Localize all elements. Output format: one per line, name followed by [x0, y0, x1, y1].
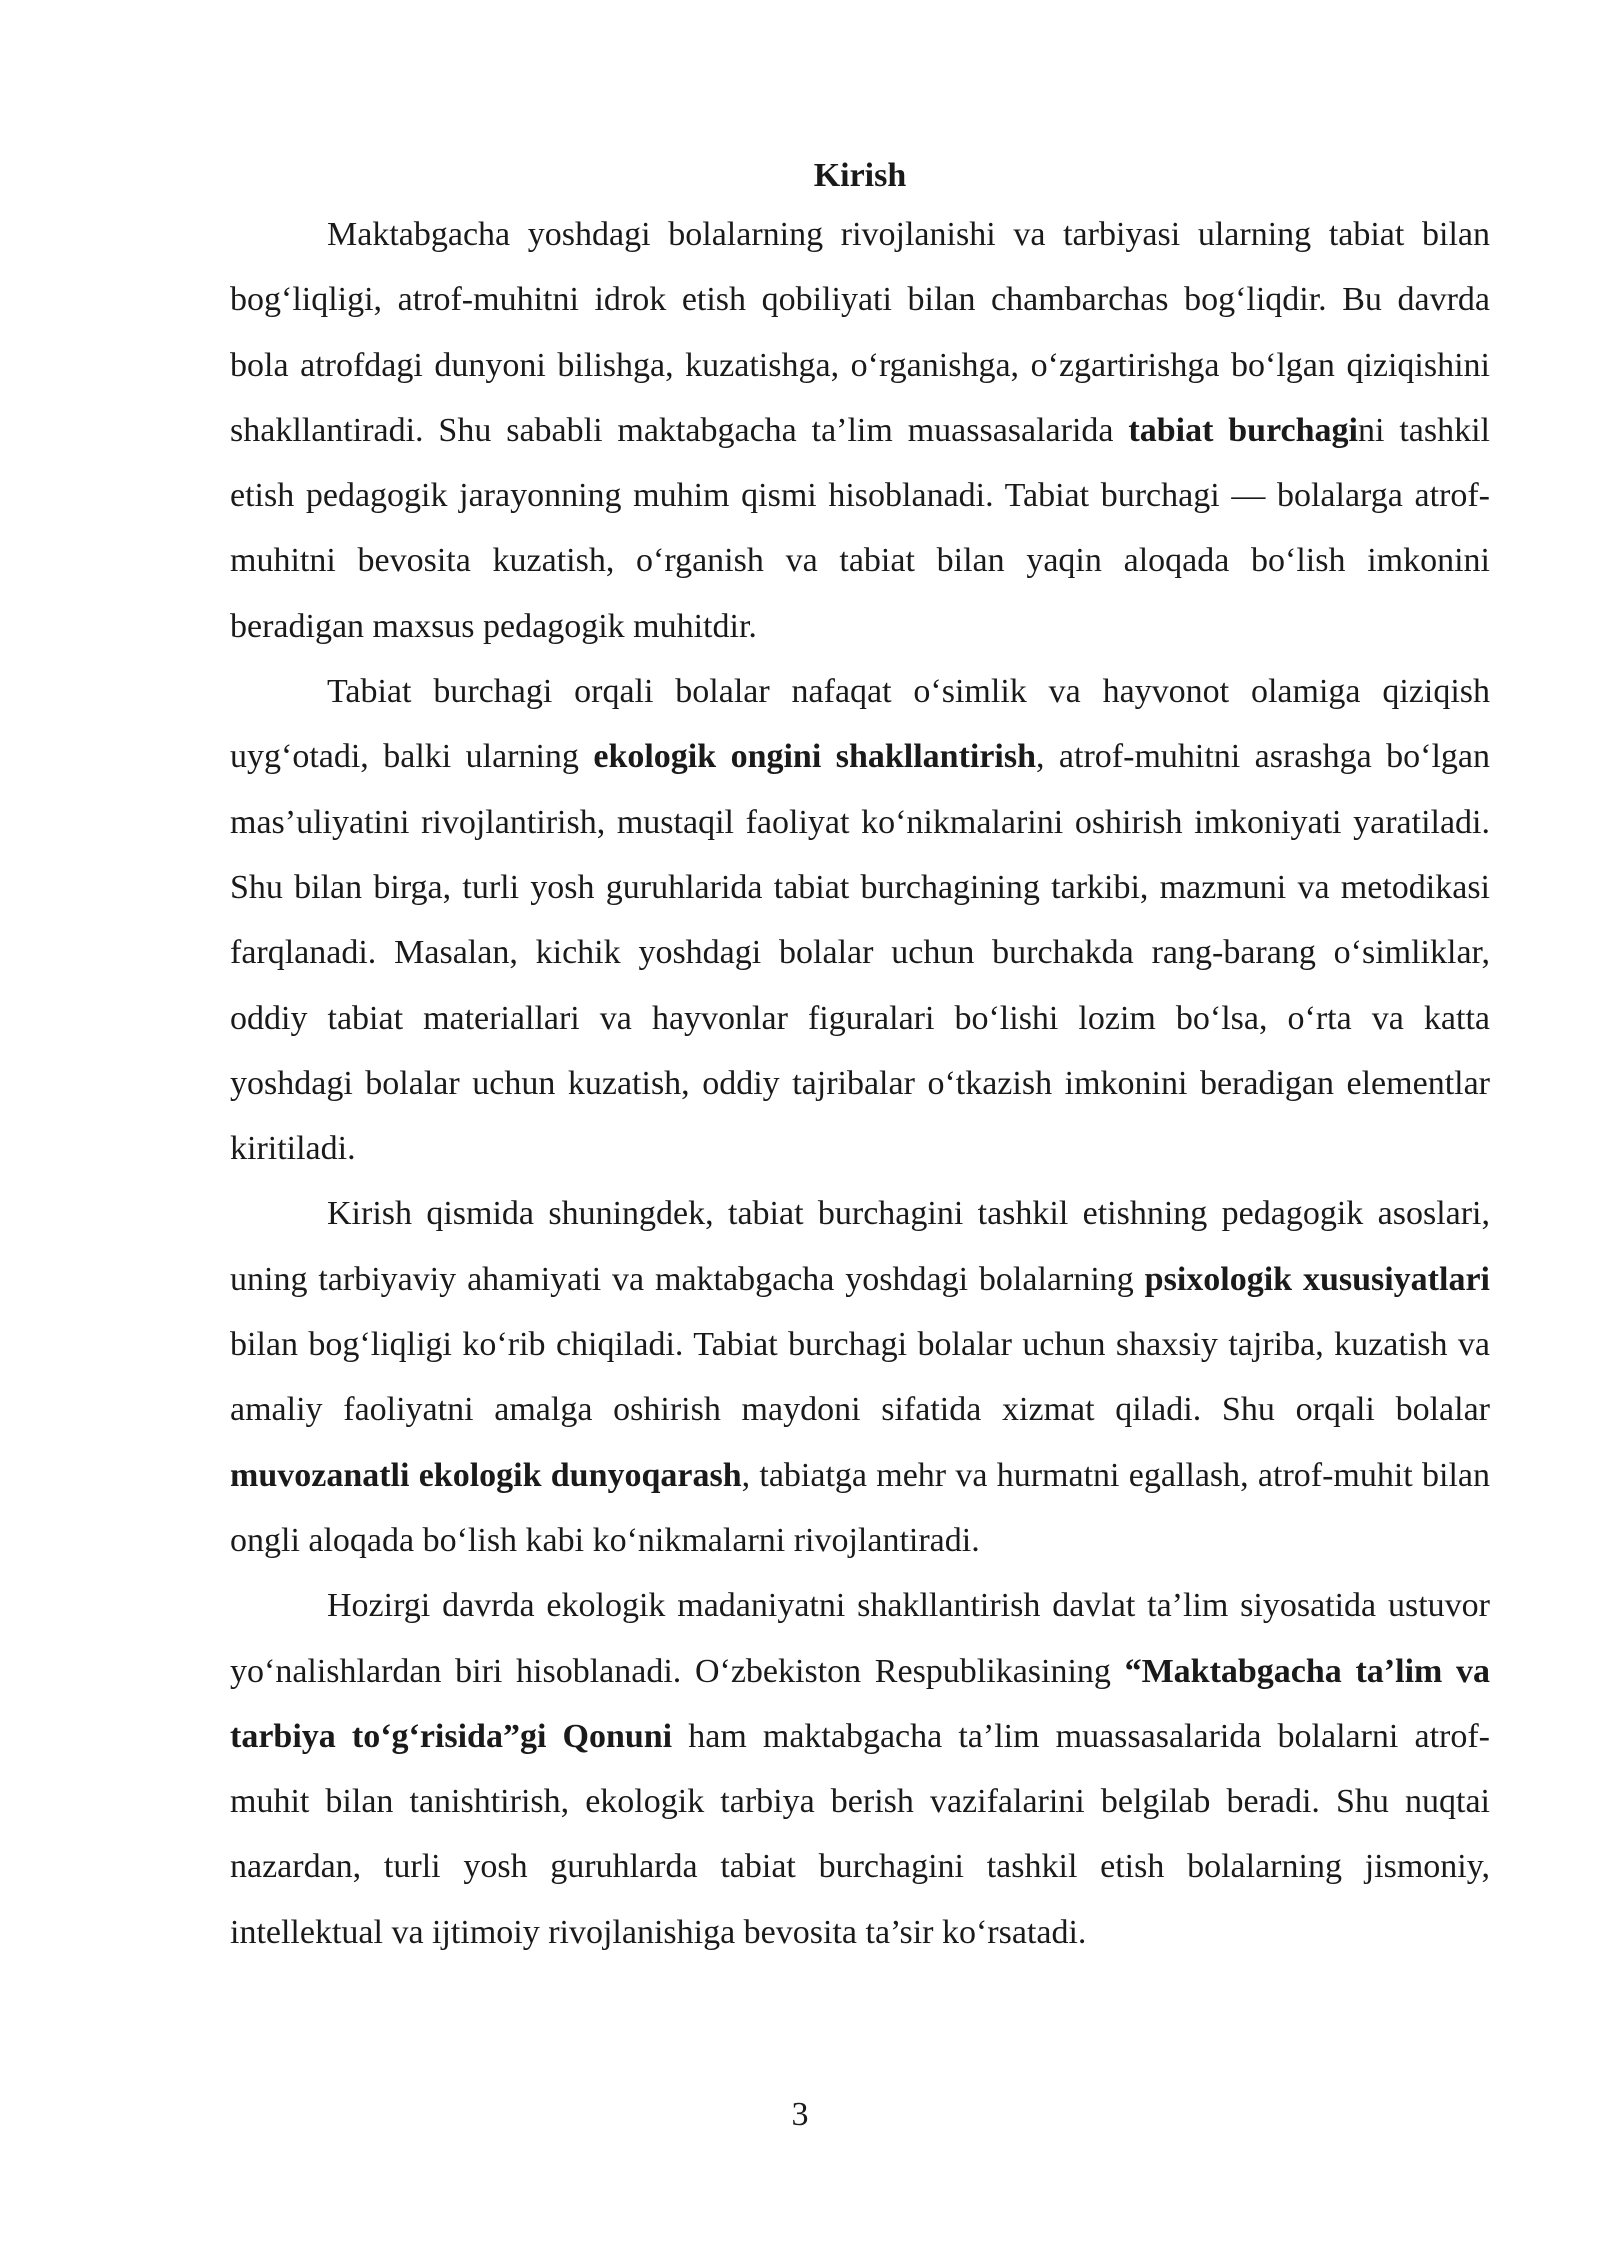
page-content	[230, 150, 1490, 1965]
text-segment: , tabiatga mehr va hurmatni egallash, atrof-muhit bilan ongli aloqada bo‘lish kabi ko‘nikmalarni rivojlantiradi.	[230, 1456, 1490, 1559]
text-segment: Hozirgi davrda ekologik madaniyatni shakllantirish davlat ta’lim siyosatida ustuvor yo‘nalishlardan biri hisoblanadi. O‘zbekiston Respublikasining	[230, 1587, 1490, 1690]
bold-term: psixologik xususiyatlari	[1144, 1260, 1490, 1298]
text-segment: Tabiat burchagi orqali bolalar nafaqat o‘simlik va hayvonot olamiga qiziqish uyg‘otadi, balki ularning	[230, 673, 1490, 776]
bold-term: tabiat burchagi	[1128, 411, 1359, 449]
paragraph	[230, 1573, 1490, 1965]
text-segment: Maktabgacha yoshdagi bolalarning rivojlanishi va tarbiyasi ularning tabiat bilan bog‘liqligi, atrof-muhitni idrok etish qobiliyati bilan chambarchas bog‘liqdir. Bu davrda bola atrofdagi dunyoni bilishga, kuzatishga, o‘rganishga, o‘zgartirishga bo‘lgan qiziqishini shakllantiradi. Shu sababli maktabgacha ta’lim muassasalarida	[230, 216, 1490, 449]
text-segment: bilan bog‘liqligi ko‘rib chiqiladi. Tabiat burchagi bolalar uchun shaxsiy tajriba, kuzatish va amaliy faoliyatni amalga oshirish maydoni sifatida xizmat qiladi. Shu orqali bolalar	[230, 1326, 1490, 1429]
text-segment: ham maktabgacha ta’lim muassasalarida bolalarni atrof-muhit bilan tanishtirish, ekologik tarbiya berish vazifalarini belgilab beradi. Shu nuqtai nazardan, turli yosh guruhlarda tabiat burchagini tashkil etish bolalarning jismoniy, intellektual va ijtimoiy rivojlanishiga bevosita ta’sir ko‘rsatadi.	[230, 1717, 1490, 1951]
paragraph	[230, 202, 1490, 659]
text-segment: ni tashkil etish pedagogik jarayonning muhim qismi hisoblanadi. Tabiat burchagi — bolalarga atrof-muhitni bevosita kuzatish, o‘rganish va tabiat bilan yaqin aloqada bo‘lish imkonini beradigan maxsus pedagogik muhitdir.	[230, 411, 1490, 645]
bold-term: muvozanatli ekologik dunyoqarash	[230, 1456, 742, 1494]
paragraph	[230, 1181, 1490, 1573]
bold-term: “Maktabgacha ta’lim va tarbiya to‘g‘risida”gi Qonuni	[230, 1652, 1490, 1755]
section-title: Kirish	[813, 157, 907, 194]
text-segment: , atrof-muhitni asrashga bo‘lgan mas’uliyatini rivojlantirish, mustaqil faoliyat ko‘nikmalarini oshirish imkoniyati yaratiladi. Shu bilan birga, turli yosh guruhlarida tabiat burchagining tarkibi, mazmuni va metodikasi farqlanadi. Masalan, kichik yoshdagi bolalar uchun burchakda rang-barang o‘simliklar, oddiy tabiat materiallari va hayvonlar figuralari bo‘lishi lozim bo‘lsa, o‘rta va katta yoshdagi bolalar uchun kuzatish, oddiy tajribalar o‘tkazish imkonini beradigan elementlar kiritiladi.	[230, 738, 1490, 1168]
paragraph	[230, 659, 1490, 1181]
page-number: 3	[791, 2096, 809, 2133]
bold-term: ekologik ongini shakllantirish	[593, 738, 1037, 776]
text-segment: Kirish qismida shuningdek, tabiat burchagini tashkil etishning pedagogik asoslari, uning tarbiyaviy ahamiyati va maktabgacha yoshdagi bolalarning	[230, 1195, 1490, 1298]
